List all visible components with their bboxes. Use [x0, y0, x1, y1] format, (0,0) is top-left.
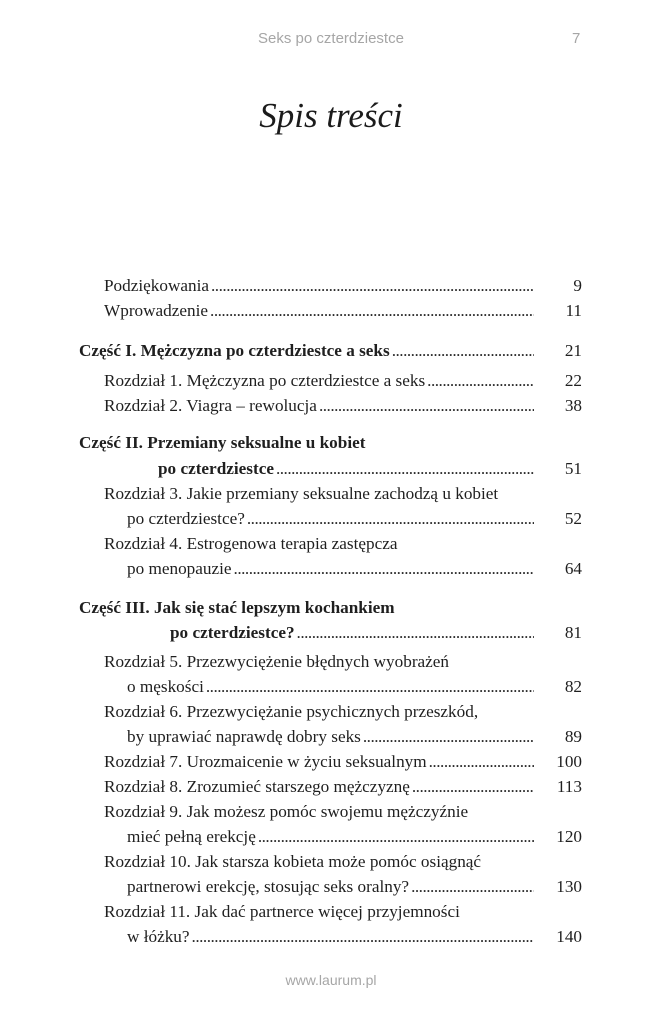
- dot-leader: [206, 674, 534, 700]
- dot-leader: [363, 724, 534, 750]
- toc-chapter-11-line1: Rozdział 11. Jak dać partnerce więcej przyjemności: [104, 902, 460, 921]
- toc-chapter-7[interactable]: [104, 749, 582, 775]
- toc-title: Spis treści: [259, 96, 403, 135]
- toc-entry-page: 120: [556, 827, 582, 846]
- toc-part-text: po czterdziestce: [158, 459, 274, 478]
- toc-chapter-5-line1: Rozdział 5. Przezwyciężenie błędnych wyobrażeń: [104, 652, 450, 671]
- dot-leader: [234, 556, 534, 582]
- toc-entry-page: 52: [564, 509, 582, 528]
- toc-chapter-6-line1: Rozdział 6. Przezwyciężanie psychicznych przeszkód,: [104, 702, 479, 721]
- toc-entry-text: o męskości: [127, 677, 204, 696]
- toc-entry-text: po czterdziestce?: [127, 509, 245, 528]
- toc-chapter-4-line1: Rozdział 4. Estrogenowa terapia zastępcza: [104, 534, 398, 553]
- dot-leader: [392, 338, 534, 364]
- toc-entry-text: Wprowadzenie: [104, 301, 209, 320]
- dot-leader: [319, 393, 534, 419]
- toc-entry-text: Rozdział 2. Viagra – rewolucja: [104, 396, 317, 415]
- dot-leader: [211, 273, 534, 299]
- toc-chapter-2[interactable]: [104, 393, 582, 419]
- toc-part-2-line1: Część II. Przemiany seksualne u kobiet: [79, 433, 366, 452]
- toc-entry-page: 82: [564, 677, 582, 696]
- toc-chapter-1[interactable]: [104, 368, 582, 394]
- toc-entry-page: 100: [556, 752, 582, 771]
- toc-chapter-8[interactable]: [104, 774, 582, 800]
- toc-entry-text: mieć pełną erekcję: [127, 827, 256, 846]
- toc-chapter-10-line1: Rozdział 10. Jak starsza kobieta może pomóc osiągnąć: [104, 852, 482, 871]
- toc-chapter-9[interactable]: [127, 824, 582, 850]
- toc-entry-text: Rozdział 8. Zrozumieć starszego mężczyznę: [104, 777, 410, 796]
- running-title: Seks po czterdziestce: [258, 30, 404, 47]
- toc-part-text: Część I. Mężczyzna po czterdziestce a seks: [79, 341, 390, 360]
- toc-part-page: 51: [564, 459, 582, 478]
- toc-entry-text: by uprawiać naprawdę dobry seks: [127, 727, 361, 746]
- toc-chapter-11[interactable]: [127, 924, 582, 950]
- toc-part-page: 21: [564, 341, 582, 360]
- dot-leader: [297, 620, 534, 646]
- dot-leader: [427, 368, 534, 394]
- toc-part-3[interactable]: [170, 620, 582, 646]
- dot-leader: [247, 506, 534, 532]
- toc-entry-text: partnerowi erekcję, stosując seks oralny?: [127, 877, 410, 896]
- toc-chapter-3-line1: Rozdział 3. Jakie przemiany seksualne zachodzą u kobiet: [104, 484, 499, 503]
- toc-entry-page: 9: [573, 276, 582, 295]
- toc-chapter-5[interactable]: [127, 674, 582, 700]
- toc-entry-page: 11: [565, 301, 582, 320]
- toc-part-2[interactable]: [158, 456, 582, 482]
- dot-leader: [411, 874, 534, 900]
- toc-entry-page: 22: [564, 371, 582, 390]
- toc-entry-text: Podziękowania: [104, 276, 210, 295]
- toc-entry-page: 130: [556, 877, 582, 896]
- toc-part-text: po czterdziestce?: [170, 623, 295, 642]
- toc-entry-podziekowania[interactable]: [104, 273, 582, 299]
- toc-entry-text: po menopauzie: [127, 559, 232, 578]
- toc-chapter-6[interactable]: [127, 724, 582, 750]
- toc-part-1[interactable]: [79, 338, 582, 364]
- toc-entry-page: 38: [564, 396, 582, 415]
- toc-entry-text: Rozdział 1. Mężczyzna po czterdziestce a seks: [104, 371, 426, 390]
- toc-entry-page: 64: [564, 559, 582, 578]
- dot-leader: [258, 824, 534, 850]
- page-number: 7: [572, 30, 581, 47]
- dot-leader: [429, 749, 534, 775]
- toc-chapter-3[interactable]: [127, 506, 582, 532]
- toc-chapter-10[interactable]: [127, 874, 582, 900]
- dot-leader: [412, 774, 534, 800]
- toc-entry-page: 113: [556, 777, 582, 796]
- dot-leader: [192, 924, 534, 950]
- toc-entry-page: 140: [556, 927, 582, 946]
- dot-leader: [210, 298, 534, 324]
- toc-chapter-9-line1: Rozdział 9. Jak możesz pomóc swojemu mężczyźnie: [104, 802, 469, 821]
- footer-url[interactable]: www.laurum.pl: [285, 972, 377, 988]
- toc-entry-wprowadzenie[interactable]: [104, 298, 582, 324]
- toc-chapter-4[interactable]: [127, 556, 582, 582]
- toc-entry-text: w łóżku?: [127, 927, 190, 946]
- toc-part-page: 81: [564, 623, 582, 642]
- toc-part-3-line1: Część III. Jak się stać lepszym kochankiem: [79, 598, 395, 617]
- toc-entry-text: Rozdział 7. Urozmaicenie w życiu seksualnym: [104, 752, 427, 771]
- dot-leader: [276, 456, 534, 482]
- toc-entry-page: 89: [564, 727, 582, 746]
